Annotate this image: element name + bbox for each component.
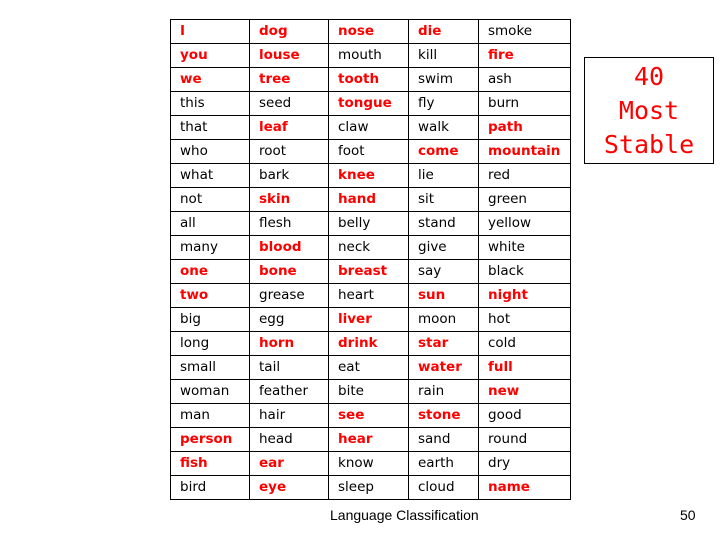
stable-word-cell: night <box>479 284 571 308</box>
word-cell: foot <box>329 140 409 164</box>
word-cell: red <box>479 164 571 188</box>
word-cell: this <box>171 92 250 116</box>
stable-word-cell: sun <box>409 284 479 308</box>
word-cell: kill <box>409 44 479 68</box>
stable-word-cell: leaf <box>250 116 329 140</box>
table-row <box>171 44 571 68</box>
table-row <box>171 452 571 476</box>
word-cell: that <box>171 116 250 140</box>
word-cell: bark <box>250 164 329 188</box>
stable-word-cell: nose <box>329 20 409 44</box>
callout-most: Most <box>618 95 680 125</box>
word-cell: dry <box>479 452 571 476</box>
table-row <box>171 332 571 356</box>
word-cell: what <box>171 164 250 188</box>
table-row <box>171 260 571 284</box>
stable-word-cell: we <box>171 68 250 92</box>
word-cell: root <box>250 140 329 164</box>
word-cell: give <box>409 236 479 260</box>
word-cell: eat <box>329 356 409 380</box>
word-cell: lie <box>409 164 479 188</box>
stable-word-cell: one <box>171 260 250 284</box>
table-row <box>171 236 571 260</box>
stable-word-cell: new <box>479 380 571 404</box>
stable-word-cell: dog <box>250 20 329 44</box>
callout-count: 40 <box>633 61 665 91</box>
word-cell: tail <box>250 356 329 380</box>
stable-word-cell: fish <box>171 452 250 476</box>
word-cell: ash <box>479 68 571 92</box>
stable-word-cell: eye <box>250 476 329 500</box>
table-row <box>171 92 571 116</box>
word-cell: cold <box>479 332 571 356</box>
table-row <box>171 404 571 428</box>
word-cell: cloud <box>409 476 479 500</box>
word-cell: grease <box>250 284 329 308</box>
word-cell: neck <box>329 236 409 260</box>
word-cell: earth <box>409 452 479 476</box>
stable-word-cell: hear <box>329 428 409 452</box>
stable-word-cell: tongue <box>329 92 409 116</box>
stable-word-cell: stone <box>409 404 479 428</box>
table-row <box>171 68 571 92</box>
word-cell: seed <box>250 92 329 116</box>
word-cell: sit <box>409 188 479 212</box>
table-row <box>171 356 571 380</box>
stable-word-cell: blood <box>250 236 329 260</box>
stable-word-cell: ear <box>250 452 329 476</box>
word-cell: burn <box>479 92 571 116</box>
stable-word-cell: horn <box>250 332 329 356</box>
table-row <box>171 164 571 188</box>
table-row <box>171 188 571 212</box>
word-cell: claw <box>329 116 409 140</box>
word-cell: egg <box>250 308 329 332</box>
word-cell: small <box>171 356 250 380</box>
word-cell: bite <box>329 380 409 404</box>
table-row <box>171 116 571 140</box>
word-cell: who <box>171 140 250 164</box>
word-cell: white <box>479 236 571 260</box>
stable-word-cell: liver <box>329 308 409 332</box>
stable-word-cell: star <box>409 332 479 356</box>
table-row <box>171 428 571 452</box>
word-cell: hot <box>479 308 571 332</box>
stable-word-cell: come <box>409 140 479 164</box>
word-cell: moon <box>409 308 479 332</box>
word-cell: bird <box>171 476 250 500</box>
most-stable-callout <box>584 57 714 164</box>
word-cell: black <box>479 260 571 284</box>
word-cell: not <box>171 188 250 212</box>
word-cell: belly <box>329 212 409 236</box>
word-cell: long <box>171 332 250 356</box>
word-cell: heart <box>329 284 409 308</box>
word-cell: man <box>171 404 250 428</box>
word-cell: flesh <box>250 212 329 236</box>
footer-title: Language Classification <box>330 507 479 523</box>
word-cell: many <box>171 236 250 260</box>
stable-word-cell: name <box>479 476 571 500</box>
stable-word-cell: hand <box>329 188 409 212</box>
word-cell: rain <box>409 380 479 404</box>
word-cell: fly <box>409 92 479 116</box>
word-cell: sleep <box>329 476 409 500</box>
stable-word-cell: water <box>409 356 479 380</box>
stable-word-cell: two <box>171 284 250 308</box>
stable-word-cell: full <box>479 356 571 380</box>
word-cell: feather <box>250 380 329 404</box>
word-cell: smoke <box>479 20 571 44</box>
stable-word-cell: mountain <box>479 140 571 164</box>
stable-word-cell: die <box>409 20 479 44</box>
table-row <box>171 212 571 236</box>
word-cell: green <box>479 188 571 212</box>
stable-word-cell: knee <box>329 164 409 188</box>
stable-word-cell: louse <box>250 44 329 68</box>
table-row <box>171 476 571 500</box>
word-cell: mouth <box>329 44 409 68</box>
table-row <box>171 284 571 308</box>
slide-number: 50 <box>680 507 696 523</box>
word-cell: hair <box>250 404 329 428</box>
stable-word-cell: see <box>329 404 409 428</box>
swadesh-word-table <box>170 19 571 500</box>
word-cell: good <box>479 404 571 428</box>
stable-word-cell: path <box>479 116 571 140</box>
stable-word-cell: I <box>171 20 250 44</box>
table-row <box>171 308 571 332</box>
word-cell: swim <box>409 68 479 92</box>
word-cell: walk <box>409 116 479 140</box>
stable-word-cell: fire <box>479 44 571 68</box>
word-cell: sand <box>409 428 479 452</box>
stable-word-cell: drink <box>329 332 409 356</box>
word-cell: big <box>171 308 250 332</box>
word-table-body <box>171 20 571 500</box>
stable-word-cell: person <box>171 428 250 452</box>
stable-word-cell: bone <box>250 260 329 284</box>
table-row <box>171 140 571 164</box>
word-cell: head <box>250 428 329 452</box>
callout-stable: Stable <box>603 129 695 159</box>
word-cell: say <box>409 260 479 284</box>
stable-word-cell: tooth <box>329 68 409 92</box>
word-cell: know <box>329 452 409 476</box>
table-row <box>171 380 571 404</box>
stable-word-cell: you <box>171 44 250 68</box>
word-cell: stand <box>409 212 479 236</box>
word-cell: all <box>171 212 250 236</box>
table-row <box>171 20 571 44</box>
word-cell: woman <box>171 380 250 404</box>
stable-word-cell: tree <box>250 68 329 92</box>
word-cell: yellow <box>479 212 571 236</box>
word-cell: round <box>479 428 571 452</box>
stable-word-cell: skin <box>250 188 329 212</box>
stable-word-cell: breast <box>329 260 409 284</box>
